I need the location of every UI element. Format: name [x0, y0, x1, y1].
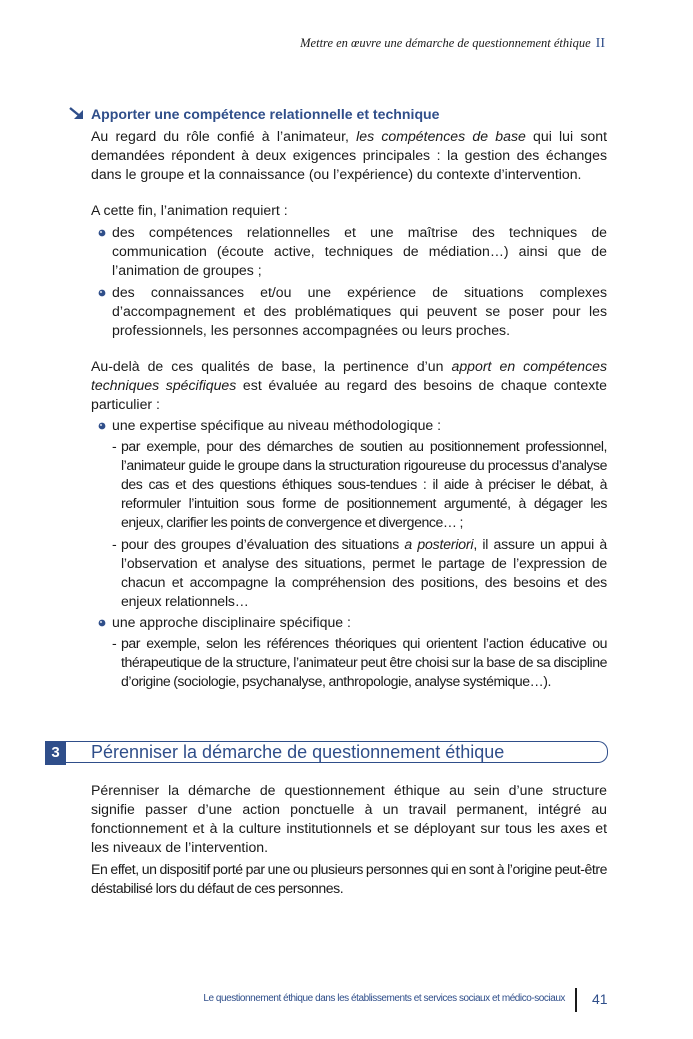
intro-emphasis: les compétences de base [356, 128, 526, 144]
section3-paragraph: En effet, un dispositif porté par une ou plusieurs personnes qui en sont à l’origine peut-être déstabilisé lors du défaut de ces personnes. [91, 861, 607, 896]
running-header-text: Mettre en œuvre une démarche de questionnement éthique [300, 36, 591, 50]
animation-lead: A cette fin, l’animation requiert : [91, 202, 288, 218]
section-number: 3 [45, 741, 66, 765]
list-item-text: une approche disciplinaire spécifique : [112, 614, 351, 630]
sub-list-item-text: pour des groupes d’évaluation des situations [121, 536, 405, 552]
sub-list-item-text-end: , il assure un appui à l’observation et analyse des situations, permet le partage de l’expression de chacun et accompagne la compréhension des positions, des besoins et des enjeux relationnels… [121, 536, 607, 609]
section3-content [91, 781, 607, 898]
intro-text: Au regard du rôle confié à l’animateur, [91, 128, 357, 144]
sub-list-item-text: par exemple, pour des démarches de soutien au positionnement professionnel, l’animateur guide le groupe dans la structuration rigoureuse du processus d’analyse des cas et des questions éthiques sous-tendues : il aide à préciser le débat, à reformuler l’intuition sous forme de positionnement argumenté, à dégager les enjeux, clarifier les points de convergence et divergence… ; [121, 438, 607, 530]
list-item [91, 223, 607, 280]
discipline-examples [91, 634, 607, 691]
sub-list-item [91, 535, 607, 611]
intro-paragraph [91, 127, 607, 184]
technical-paragraph [91, 357, 607, 414]
intro-text-end: qui lui sont demandées répondent à deux exigences principales : la gestion des échanges dans le groupe et la connaissance (ou l’expérience) du contexte d’intervention. [91, 128, 607, 182]
sub-list-item-text: par exemple, selon les références théoriques qui orientent l’action éducative ou thérapeutique de la structure, l’animateur peut être choisi sur la base de sa discipline d’origine (sociologie, psychanalyse, anthropologie, analyse systémique…). [121, 635, 607, 689]
technical-list [91, 416, 607, 435]
list-item [91, 416, 607, 435]
sub-list-item-emphasis: a posteriori [404, 536, 474, 552]
animation-list [91, 223, 607, 340]
section3-paragraph: Pérenniser la démarche de questionnement éthique au sein d’une structure signifie passer d’une action ponctuelle à un travail permanent, intégré au fonctionnement et à la culture institutionnels et se déployant sur tous les axes et les niveaux de l’intervention. [91, 782, 607, 855]
discipline-list [91, 613, 607, 632]
bullet-icon [98, 619, 106, 627]
arrow-down-right-icon [68, 107, 86, 121]
bullet-icon [98, 289, 106, 297]
section-heading [45, 741, 608, 765]
main-content [91, 127, 607, 691]
dash-marker: - [112, 438, 117, 454]
dash-marker: - [112, 635, 117, 651]
list-item-text: des connaissances et/ou une expérience de situations complexes d’accompagnement et des problématiques qui peuvent se poser pour les professionnels, les personnes accompagnées ou leurs proches. [112, 284, 607, 338]
dash-marker: - [112, 536, 117, 552]
subsection-title: Apporter une compétence relationnelle et technique [91, 106, 440, 122]
footer-title: Le questionnement éthique dans les établissements et services sociaux et médico-sociaux [203, 993, 565, 1004]
technical-emphasis: apport en compétences techniques spécifiques [91, 358, 607, 393]
bullet-icon [98, 422, 106, 430]
list-item-text: une expertise spécifique au niveau méthodologique : [112, 417, 442, 433]
list-item [91, 283, 607, 340]
list-item-text: des compétences relationnelles et une maîtrise des techniques de communication (écoute active, techniques de médiation…) ainsi que de l’animation de groupes ; [112, 224, 607, 278]
page-number: 41 [592, 991, 608, 1007]
bullet-icon [98, 229, 106, 237]
methodology-examples [91, 437, 607, 611]
technical-text: Au-delà de ces qualités de base, la pertinence d’un [91, 358, 452, 374]
subsection-heading [68, 105, 628, 124]
chapter-number: II [595, 36, 605, 51]
section-title: Pérenniser la démarche de questionnement éthique [91, 742, 505, 762]
sub-list-item [91, 634, 607, 691]
list-item [91, 613, 607, 632]
running-header [300, 36, 605, 52]
footer-divider [575, 988, 577, 1012]
technical-text-end: est évaluée au regard des besoins de chaque contexte particulier : [91, 377, 607, 412]
sub-list-item [91, 437, 607, 532]
